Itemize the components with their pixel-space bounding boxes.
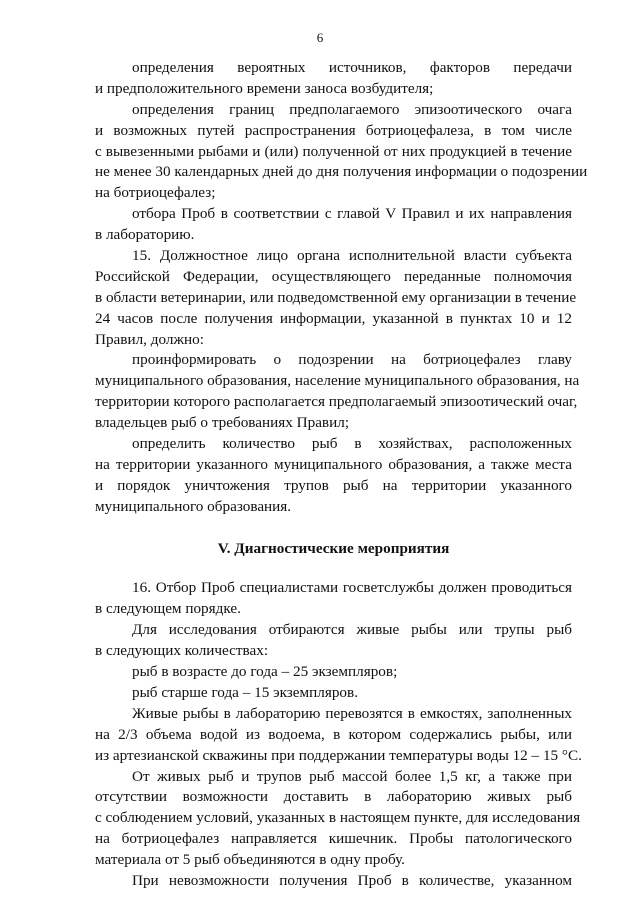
text-line: определения вероятных источников, факторов передачи: [132, 59, 572, 76]
text-line: От живых рыб и трупов рыб массой более 1,5 кг, а также при: [132, 767, 572, 785]
text-line: в лабораторию.: [95, 226, 195, 244]
text-line: не менее 30 календарных дней до дня получения информации о подозрении: [95, 163, 588, 181]
text-line: определить количество рыб в хозяйствах, расположенных: [132, 435, 572, 453]
text-line: муниципального образования.: [95, 497, 292, 515]
text-line: муниципального образования, население муниципального образования, на: [95, 372, 580, 390]
text-line: и порядок уничтожения трупов рыб на территории указанного: [95, 476, 572, 494]
text-line: определения границ предполагаемого эпизоотического очага: [132, 100, 572, 118]
text-line: 16. Отбор Проб специалистами госветслужбы должен проводиться: [132, 579, 572, 597]
text-block-bottom: [95, 578, 582, 891]
text-line: 15. Должностное лицо органа исполнительной власти субъекта: [132, 247, 572, 265]
text-line: в области ветеринарии, или подведомственной ему организации в течение: [95, 288, 577, 306]
text-line: При невозможности получения Проб в количестве, указанном: [132, 871, 572, 889]
text-line: и возможных путей распространения ботриоцефалеза, в том числе: [95, 121, 572, 139]
text-line: владельцев рыб о требованиях Правил;: [95, 414, 350, 432]
text-line: проинформировать о подозрении на ботриоцефалез главу: [132, 351, 572, 369]
text-line: Для исследования отбираются живые рыбы или трупы рыб: [132, 621, 572, 639]
text-line: рыб в возрасте до года – 25 экземпляров;: [132, 663, 398, 681]
text-line: на ботриоцефалез;: [95, 184, 216, 202]
text-line: материала от 5 рыб объединяются в одну пробу.: [95, 851, 405, 869]
text-line: из артезианской скважины при поддержании температуры воды 12 – 15 °С.: [95, 746, 582, 764]
page-number: 6: [316, 30, 324, 45]
text-line: Живые рыбы в лабораторию перевозятся в емкостях, заполненных: [132, 704, 572, 722]
text-line: отсутствии возможности доставить в лабораторию живых рыб: [95, 788, 572, 806]
text-line: отбора Проб в соответствии с главой V Правил и их направления: [132, 205, 572, 223]
text-line: на 2/3 объема водой из водоема, в котором содержались рыбы, или: [95, 725, 572, 743]
text-line: с вывезенными рыбами и (или) полученной от них продукцией в течение: [95, 142, 572, 160]
section-heading: V. Диагностические мероприятия: [217, 539, 450, 557]
text-line: территории которого располагается предполагаемый эпизоотический очаг,: [95, 393, 578, 411]
text-line: с соблюдением условий, указанных в настоящем пункте, для исследования: [95, 809, 581, 827]
text-line: Правил, должно:: [95, 330, 204, 348]
text-line: и предположительного времени заноса возбудителя;: [95, 79, 434, 97]
text-line: на территории указанного муниципального образования, а также места: [95, 455, 572, 473]
text-line: в следующих количествах:: [95, 642, 269, 660]
text-line: 24 часов после получения информации, указанной в пунктах 10 и 12: [95, 309, 572, 327]
text-line: на ботриоцефалез направляется кишечник. Пробы патологического: [95, 830, 572, 848]
text-line: рыб старше года – 15 экземпляров.: [132, 683, 358, 701]
text-line: в следующем порядке.: [95, 600, 241, 618]
text-line: Российской Федерации, осуществляющего переданные полномочия: [95, 267, 572, 285]
text-block-top: [95, 58, 588, 518]
document-body: [95, 58, 588, 892]
